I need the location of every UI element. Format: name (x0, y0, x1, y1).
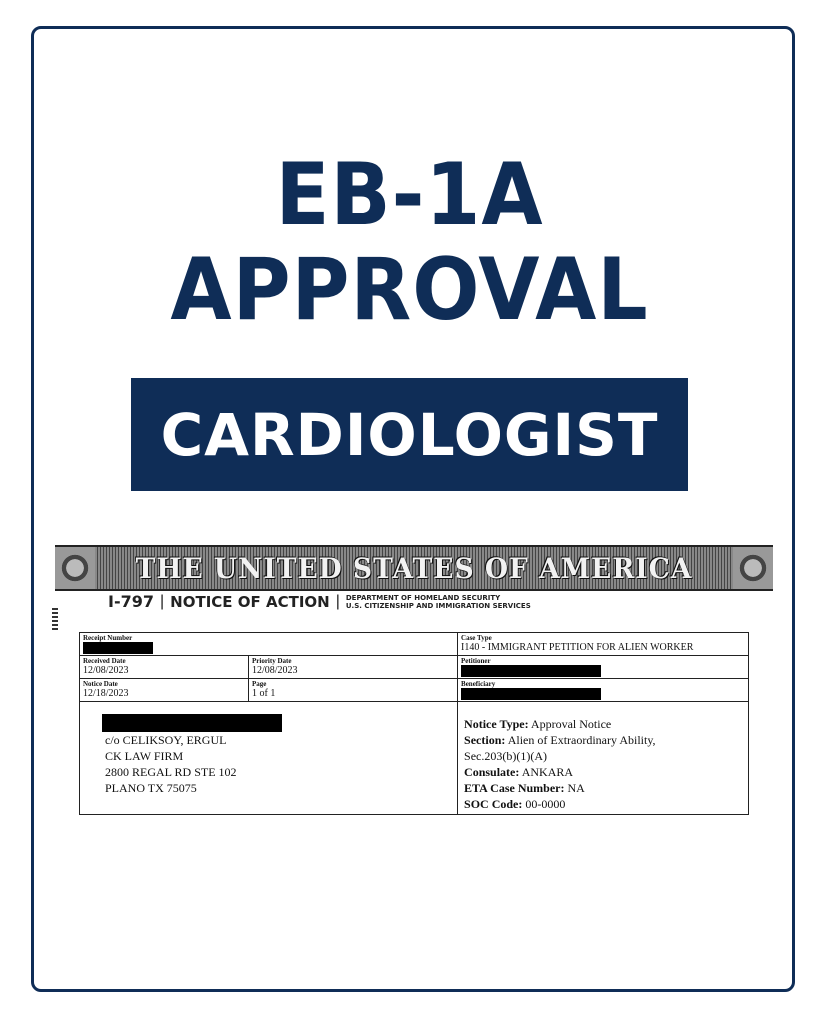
address-line-1: c/o CELIKSOY, ERGUL (105, 733, 227, 747)
consulate-row: Consulate: ANKARA (464, 765, 574, 779)
page-cell (249, 679, 458, 702)
title-band-text: THE UNITED STATES OF AMERICA (135, 551, 693, 585)
address-line-2: CK LAW FIRM (105, 749, 184, 763)
petitioner-label: Petitioner (461, 657, 491, 665)
beneficiary-label: Beneficiary (461, 680, 496, 688)
notice-date-label: Notice Date (83, 680, 118, 688)
ornament-right-icon (733, 547, 773, 589)
section-row-2: Sec.203(b)(1)(A) (464, 749, 547, 763)
i797-notice-document (50, 540, 778, 830)
received-date-label: Received Date (83, 657, 126, 665)
address-line-4: PLANO TX 75075 (105, 781, 197, 795)
notice-type-row: Notice Type: Approval Notice (464, 717, 612, 731)
agency-line-1: DEPARTMENT OF HOMELAND SECURITY (345, 593, 501, 602)
mailing-address-cell (80, 702, 458, 815)
headline-eb1a: EB-1A (275, 145, 544, 245)
form-id: I-797 (108, 592, 154, 611)
case-type-value: I140 - IMMIGRANT PETITION FOR ALIEN WORKER (461, 642, 694, 653)
form-header (108, 592, 531, 611)
notice-info-cell (458, 702, 749, 815)
redacted-beneficiary (461, 688, 601, 700)
petitioner-cell (458, 656, 749, 679)
case-type-label: Case Type (461, 634, 492, 642)
case-type-cell (458, 633, 749, 656)
agency-name (346, 594, 531, 610)
page-label: Page (252, 680, 267, 688)
form-title: NOTICE OF ACTION (170, 592, 330, 611)
profession-banner (131, 378, 688, 491)
headline-approval: APPROVAL (170, 240, 649, 340)
page-value: 1 of 1 (252, 688, 276, 699)
notice-date-value: 12/18/2023 (83, 688, 129, 699)
ornament-left-icon (55, 547, 95, 589)
notice-grid (79, 632, 749, 815)
beneficiary-cell (458, 679, 749, 702)
soc-row: SOC Code: 00-0000 (464, 797, 566, 811)
mailing-address (105, 732, 237, 796)
receipt-number-label: Receipt Number (83, 634, 133, 642)
separator: | (335, 592, 340, 610)
redacted-addressee (102, 714, 282, 732)
priority-date-cell (249, 656, 458, 679)
separator: | (160, 592, 165, 610)
agency-line-2: U.S. CITIZENSHIP AND IMMIGRATION SERVICES (345, 601, 531, 610)
priority-date-label: Priority Date (252, 657, 292, 665)
received-date-value: 12/08/2023 (83, 665, 129, 676)
us-title-band (55, 545, 773, 591)
notice-date-cell (80, 679, 249, 702)
receipt-number-cell (80, 633, 458, 656)
barcode-mark-icon (52, 608, 58, 630)
received-date-cell (80, 656, 249, 679)
redacted-petitioner (461, 665, 601, 677)
priority-date-value: 12/08/2023 (252, 665, 298, 676)
eta-row: ETA Case Number: NA (464, 781, 585, 795)
section-row: Section: Alien of Extraordinary Ability, (464, 733, 656, 747)
redacted-receipt-number (83, 642, 153, 654)
profession-label: CARDIOLOGIST (160, 400, 659, 469)
address-line-3: 2800 REGAL RD STE 102 (105, 765, 237, 779)
